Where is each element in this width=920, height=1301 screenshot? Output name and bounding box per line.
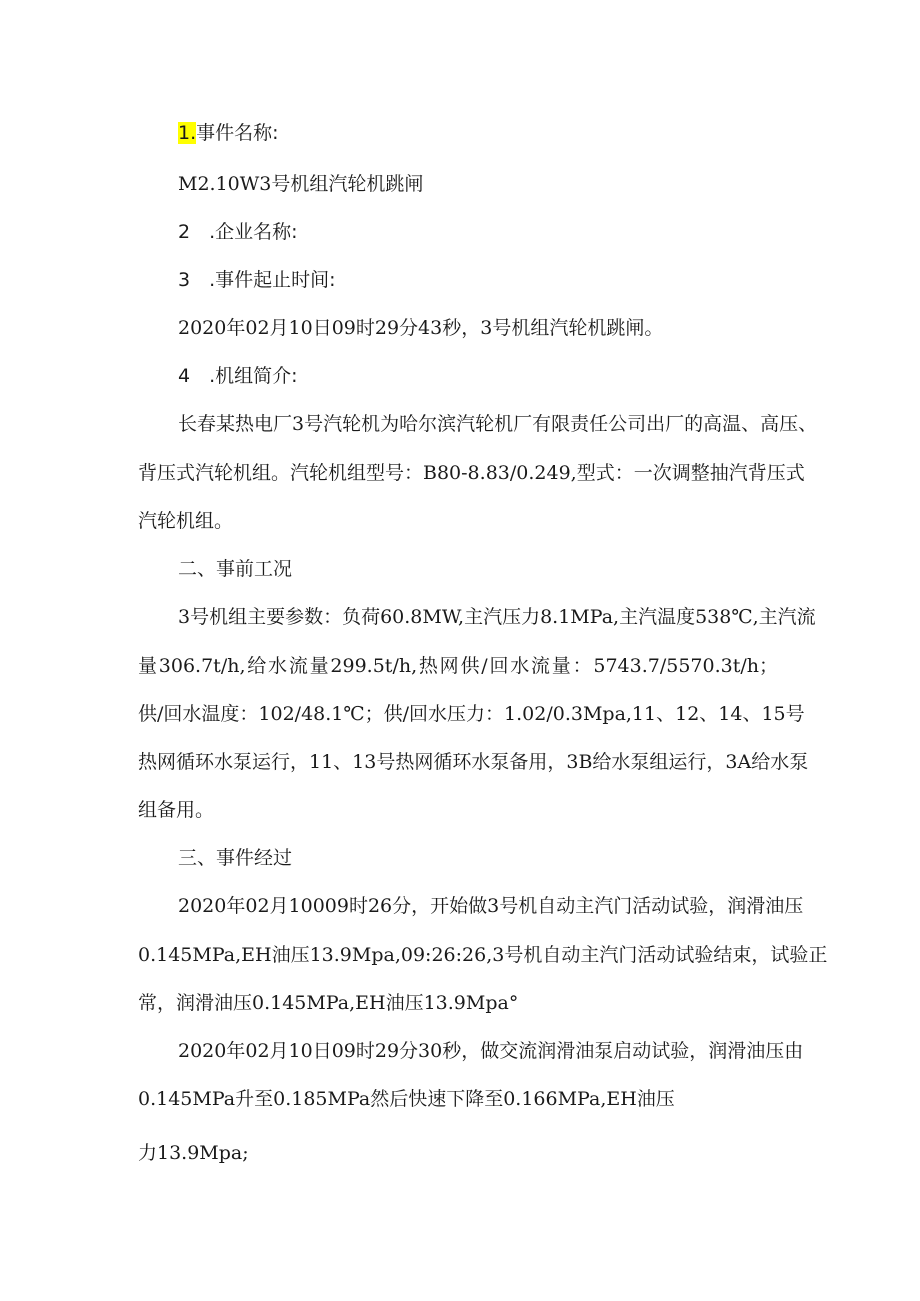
highlighted-number: 1. — [178, 122, 197, 144]
conditions-line: 组备用。 — [138, 799, 215, 821]
event-name-text: M2.10W3号机组汽轮机跳闸 — [178, 173, 424, 195]
heading-event-time: 3 .事件起止时间: — [178, 269, 336, 291]
process-line: 常，润滑油压0.145MPa,EH油压13.9Mpa° — [138, 992, 519, 1014]
intro-line: 背压式汽轮机组。汽轮机组型号：B80-8.83/0.249,型式：一次调整抽汽背压式 — [138, 462, 805, 484]
heading-company-name: 2 .企业名称: — [178, 221, 298, 243]
process-line: 力13.9Mpa; — [138, 1142, 249, 1164]
heading-event-name — [178, 121, 279, 145]
intro-line: 长春某热电厂3号汽轮机为哈尔滨汽轮机厂有限责任公司出厂的高温、高压、 — [178, 413, 818, 435]
section-title-event-process: 三、事件经过 — [178, 847, 293, 869]
process-line: 0.145MPa,EH油压13.9Mpa,09:26:26,3号机自动主汽门活动试验结束，试验正 — [138, 944, 828, 966]
conditions-line: 供/回水温度：102/48.1℃；供/回水压力：1.02/0.3Mpa,11、12、14、15号 — [138, 703, 805, 725]
intro-line: 汽轮机组。 — [138, 510, 234, 532]
conditions-line: 热网循环水泵运行，11、13号热网循环水泵备用，3B给水泵组运行，3A给水泵 — [138, 751, 809, 773]
process-line: 2020年02月10009时26分，开始做3号机自动主汽门活动试验，润滑油压 — [178, 895, 804, 917]
heading-event-name-label: 事件名称: — [196, 122, 279, 144]
conditions-line: 3号机组主要参数：负荷60.8MW,主汽压力8.1MPa,主汽温度538℃,主汽流 — [178, 606, 816, 628]
process-line: 0.145MPa升至0.185MPa然后快速下降至0.166MPa,EH油压 — [138, 1088, 675, 1110]
event-time-text: 2020年02月10日09时29分43秒，3号机组汽轮机跳闸。 — [178, 317, 664, 339]
heading-unit-intro: 4 .机组简介: — [178, 365, 298, 387]
section-title-pre-conditions: 二、事前工况 — [178, 558, 293, 580]
conditions-line: 量306.7t/h,给水流量299.5t/h,热网供/回水流量：5743.7/5570.3t/h； — [138, 655, 778, 677]
process-line: 2020年02月10日09时29分30秒，做交流润滑油泵启动试验，润滑油压由 — [178, 1040, 804, 1062]
